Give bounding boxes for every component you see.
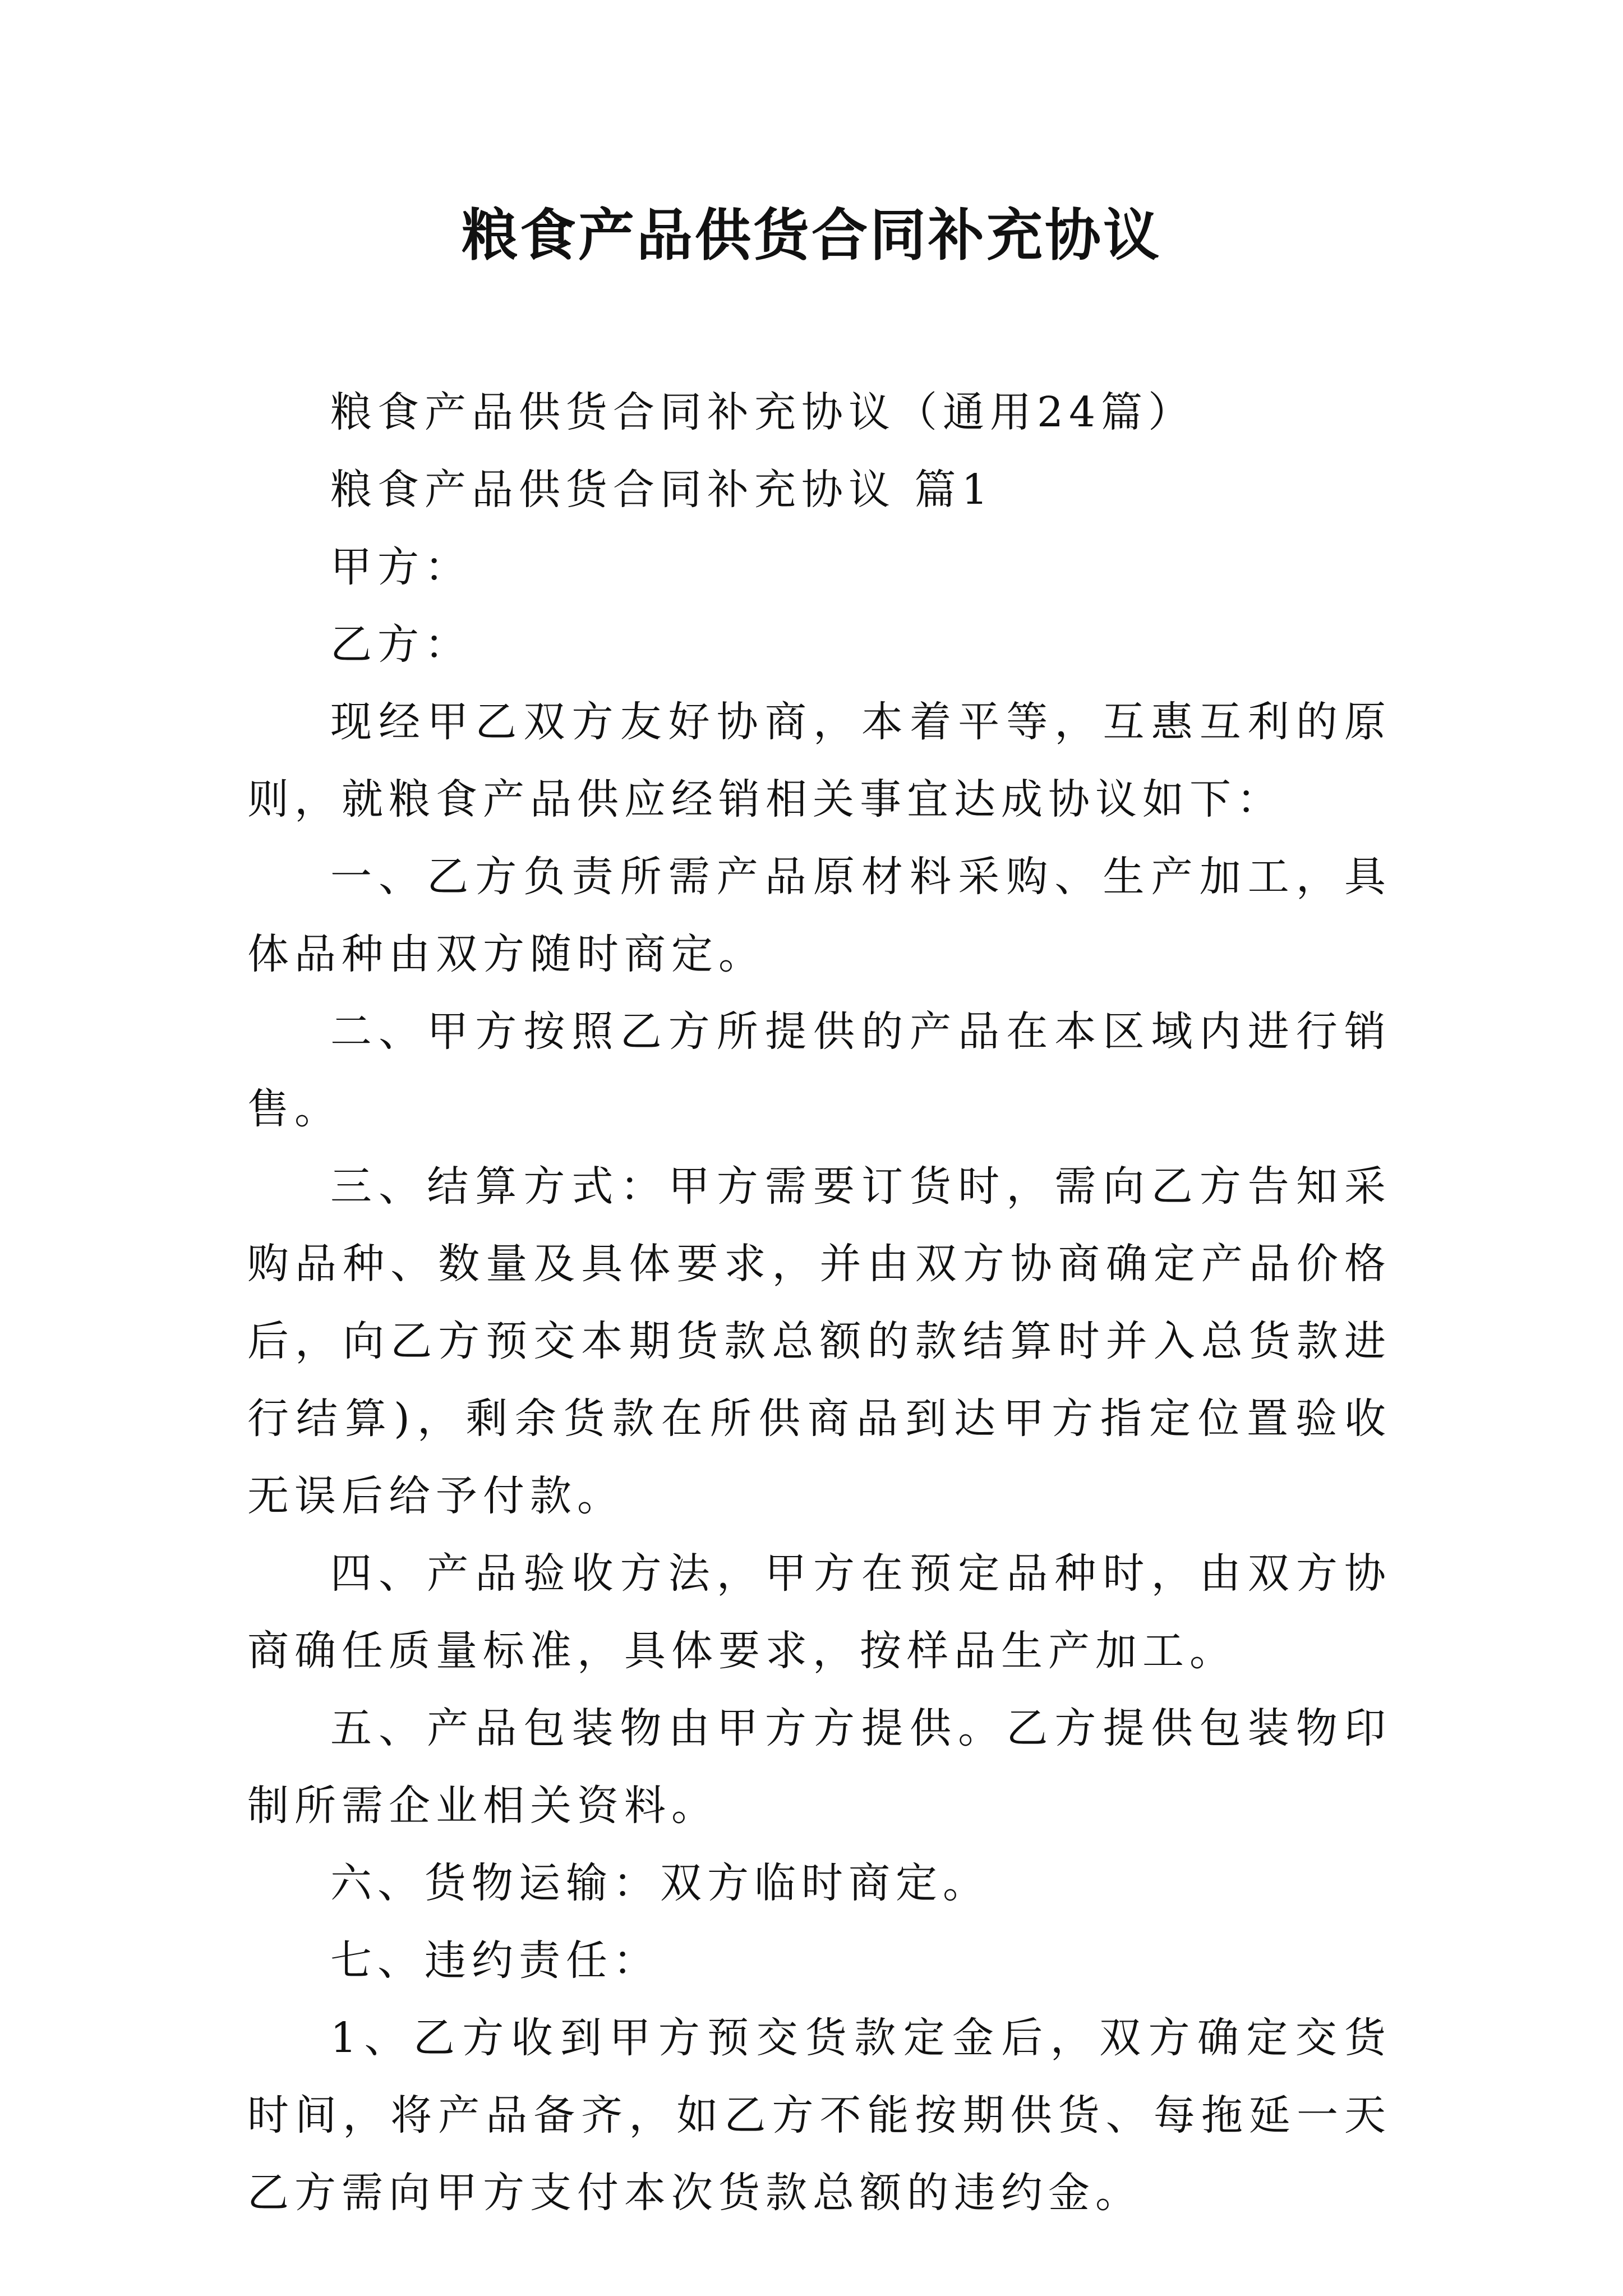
clause-5: 五、产品包装物由甲方方提供。乙方提供包装物印制所需企业相关资料。 <box>247 1704 1391 1830</box>
subtitle-article-1: 粮食产品供货合同补充协议 篇1 <box>330 466 994 514</box>
subtitle-collection: 粮食产品供货合同补充协议（通用24篇） <box>330 388 1196 436</box>
party-a-line: 甲方： <box>330 543 472 591</box>
clause-3: 三、结算方式：甲方需要订货时，需向乙方告知采购品种、数量及具体要求，并由双方协商确定产品价格后，向乙方预交本期货款总额的款结算时并入总货款进行结算)，剩余货款在所供商品到达甲方指定位置验收无误后给予付款。 <box>247 1162 1391 1520</box>
clause-6: 六、货物运输：双方临时商定。 <box>330 1859 990 1907</box>
preamble-paragraph: 现经甲乙双方友好协商，本着平等，互惠互利的原则，就粮食产品供应经销相关事宜达成协议如下： <box>247 698 1391 823</box>
clause-1: 一、乙方负责所需产品原材料采购、生产加工，具体品种由双方随时商定。 <box>247 853 1391 978</box>
clause-2: 二、甲方按照乙方所提供的产品在本区域内进行销售。 <box>247 1007 1391 1133</box>
document-title: 粮食产品供货合同补充协议 <box>462 203 1161 268</box>
clause-7-heading: 七、违约责任： <box>330 1936 660 1985</box>
clause-4: 四、产品验收方法，甲方在预定品种时，由双方协商确任质量标准，具体要求，按样品生产加工。 <box>247 1549 1391 1675</box>
clause-7-item-1: 1、乙方收到甲方预交货款定金后，双方确定交货时间，将产品备齐，如乙方不能按期供货、每拖延一天乙方需向甲方支付本次货款总额的违约金。 <box>247 2014 1391 2217</box>
party-b-line: 乙方： <box>330 620 472 669</box>
document-body <box>247 374 1391 2231</box>
